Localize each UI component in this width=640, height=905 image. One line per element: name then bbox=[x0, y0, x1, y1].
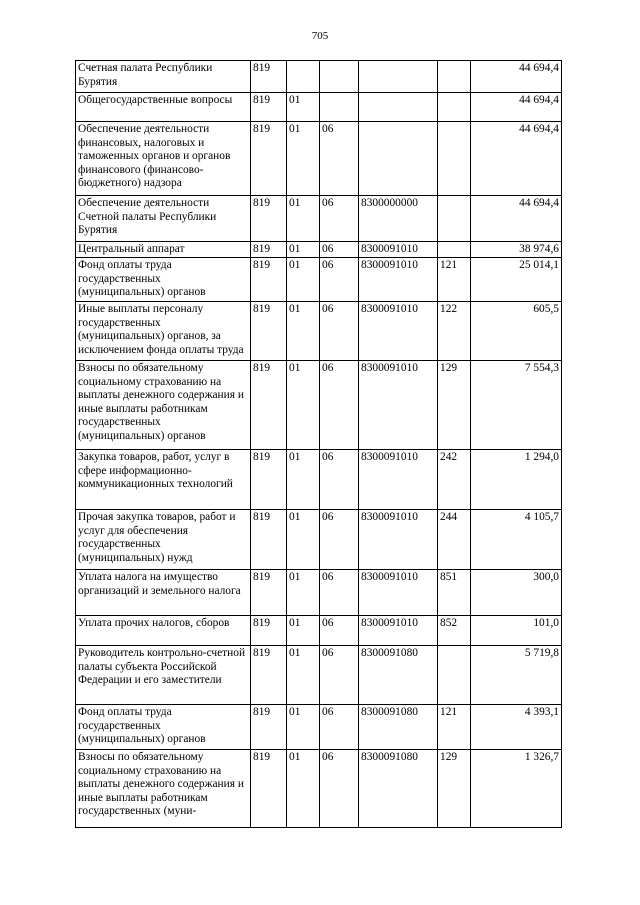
expense-type-code-cell bbox=[438, 242, 471, 258]
expense-type-code-cell: 242 bbox=[438, 450, 471, 510]
table-row bbox=[76, 61, 562, 93]
department-code-cell: 819 bbox=[251, 93, 287, 122]
amount-cell: 1 326,7 bbox=[471, 750, 562, 828]
table-body bbox=[76, 61, 562, 828]
amount-cell: 25 014,1 bbox=[471, 258, 562, 302]
page-number: 705 bbox=[311, 30, 329, 42]
department-code-cell: 819 bbox=[251, 361, 287, 450]
table-row bbox=[76, 302, 562, 361]
department-code-cell: 819 bbox=[251, 750, 287, 828]
section-code-cell: 01 bbox=[287, 93, 320, 122]
section-code-cell: 01 bbox=[287, 646, 320, 705]
expense-name-cell: Уплата налога на имущество организаций и земельного налога bbox=[76, 570, 251, 616]
target-article-code-cell bbox=[359, 122, 438, 196]
expense-type-code-cell: 852 bbox=[438, 616, 471, 646]
subsection-code-cell bbox=[320, 93, 359, 122]
expense-type-code-cell bbox=[438, 646, 471, 705]
section-code-cell: 01 bbox=[287, 361, 320, 450]
table-row bbox=[76, 93, 562, 122]
expense-name-cell: Взносы по обязательному социальному страхованию на выплаты денежного содержания и иные выплаты работникам государственных (муниципальных) органов bbox=[76, 361, 251, 450]
section-code-cell: 01 bbox=[287, 510, 320, 570]
subsection-code-cell: 06 bbox=[320, 705, 359, 750]
subsection-code-cell: 06 bbox=[320, 302, 359, 361]
section-code-cell: 01 bbox=[287, 122, 320, 196]
subsection-code-cell: 06 bbox=[320, 122, 359, 196]
subsection-code-cell: 06 bbox=[320, 646, 359, 705]
expense-name-cell: Общегосударственные вопросы bbox=[76, 93, 251, 122]
table-row bbox=[76, 242, 562, 258]
expense-type-code-cell: 129 bbox=[438, 750, 471, 828]
target-article-code-cell bbox=[359, 93, 438, 122]
target-article-code-cell: 8300091010 bbox=[359, 616, 438, 646]
amount-cell: 300,0 bbox=[471, 570, 562, 616]
expense-name-cell: Иные выплаты персоналу государственных (муниципальных) органов, за исключением фонда оплаты труда bbox=[76, 302, 251, 361]
table-row bbox=[76, 646, 562, 705]
table-row bbox=[76, 450, 562, 510]
department-code-cell: 819 bbox=[251, 242, 287, 258]
expense-name-cell: Закупка товаров, работ, услуг в сфере информационно-коммуникационных технологий bbox=[76, 450, 251, 510]
table-row bbox=[76, 570, 562, 616]
department-code-cell: 819 bbox=[251, 258, 287, 302]
table-row bbox=[76, 122, 562, 196]
section-code-cell: 01 bbox=[287, 450, 320, 510]
table-row bbox=[76, 750, 562, 828]
amount-cell: 605,5 bbox=[471, 302, 562, 361]
expense-type-code-cell bbox=[438, 61, 471, 93]
subsection-code-cell: 06 bbox=[320, 510, 359, 570]
table-row bbox=[76, 616, 562, 646]
subsection-code-cell: 06 bbox=[320, 570, 359, 616]
expense-name-cell: Обеспечение деятельности Счетной палаты Республики Бурятия bbox=[76, 196, 251, 242]
subsection-code-cell: 06 bbox=[320, 242, 359, 258]
expense-name-cell: Взносы по обязательному социальному страхованию на выплаты денежного содержания и иные выплаты работникам государственных (муни- bbox=[76, 750, 251, 828]
amount-cell: 44 694,4 bbox=[471, 61, 562, 93]
subsection-code-cell: 06 bbox=[320, 616, 359, 646]
target-article-code-cell: 8300091010 bbox=[359, 361, 438, 450]
expense-name-cell: Фонд оплаты труда государственных (муниципальных) органов bbox=[76, 705, 251, 750]
target-article-code-cell: 8300091010 bbox=[359, 450, 438, 510]
department-code-cell: 819 bbox=[251, 510, 287, 570]
expense-type-code-cell: 244 bbox=[438, 510, 471, 570]
target-article-code-cell: 8300091010 bbox=[359, 242, 438, 258]
amount-cell: 4 105,7 bbox=[471, 510, 562, 570]
department-code-cell: 819 bbox=[251, 302, 287, 361]
expense-name-cell: Обеспечение деятельности финансовых, налоговых и таможенных органов и органов финансового (финансово-бюджетного) надзора bbox=[76, 122, 251, 196]
target-article-code-cell: 8300091010 bbox=[359, 510, 438, 570]
expense-name-cell: Уплата прочих налогов, сборов bbox=[76, 616, 251, 646]
department-code-cell: 819 bbox=[251, 61, 287, 93]
amount-cell: 5 719,8 bbox=[471, 646, 562, 705]
table-row bbox=[76, 705, 562, 750]
amount-cell: 7 554,3 bbox=[471, 361, 562, 450]
expense-type-code-cell bbox=[438, 196, 471, 242]
expense-type-code-cell bbox=[438, 122, 471, 196]
department-code-cell: 819 bbox=[251, 570, 287, 616]
subsection-code-cell: 06 bbox=[320, 361, 359, 450]
department-code-cell: 819 bbox=[251, 122, 287, 196]
section-code-cell: 01 bbox=[287, 196, 320, 242]
target-article-code-cell bbox=[359, 61, 438, 93]
section-code-cell bbox=[287, 61, 320, 93]
section-code-cell: 01 bbox=[287, 242, 320, 258]
table-row bbox=[76, 361, 562, 450]
target-article-code-cell: 8300091080 bbox=[359, 750, 438, 828]
target-article-code-cell: 8300091010 bbox=[359, 570, 438, 616]
budget-table bbox=[75, 60, 562, 828]
table-row bbox=[76, 258, 562, 302]
expense-type-code-cell: 121 bbox=[438, 258, 471, 302]
department-code-cell: 819 bbox=[251, 196, 287, 242]
target-article-code-cell: 8300091080 bbox=[359, 705, 438, 750]
subsection-code-cell: 06 bbox=[320, 750, 359, 828]
subsection-code-cell: 06 bbox=[320, 258, 359, 302]
table-row bbox=[76, 510, 562, 570]
section-code-cell: 01 bbox=[287, 570, 320, 616]
department-code-cell: 819 bbox=[251, 616, 287, 646]
expense-type-code-cell: 129 bbox=[438, 361, 471, 450]
expense-name-cell: Центральный аппарат bbox=[76, 242, 251, 258]
department-code-cell: 819 bbox=[251, 646, 287, 705]
amount-cell: 101,0 bbox=[471, 616, 562, 646]
department-code-cell: 819 bbox=[251, 705, 287, 750]
amount-cell: 44 694,4 bbox=[471, 122, 562, 196]
expense-name-cell: Счетная палата Республики Бурятия bbox=[76, 61, 251, 93]
expense-type-code-cell: 851 bbox=[438, 570, 471, 616]
subsection-code-cell bbox=[320, 61, 359, 93]
expense-name-cell: Фонд оплаты труда государственных (муниципальных) органов bbox=[76, 258, 251, 302]
subsection-code-cell: 06 bbox=[320, 196, 359, 242]
expense-type-code-cell bbox=[438, 93, 471, 122]
amount-cell: 44 694,4 bbox=[471, 196, 562, 242]
section-code-cell: 01 bbox=[287, 750, 320, 828]
expense-name-cell: Прочая закупка товаров, работ и услуг для обеспечения государственных (муниципальных) нужд bbox=[76, 510, 251, 570]
table-row bbox=[76, 196, 562, 242]
amount-cell: 38 974,6 bbox=[471, 242, 562, 258]
target-article-code-cell: 8300091080 bbox=[359, 646, 438, 705]
section-code-cell: 01 bbox=[287, 258, 320, 302]
amount-cell: 44 694,4 bbox=[471, 93, 562, 122]
target-article-code-cell: 8300000000 bbox=[359, 196, 438, 242]
target-article-code-cell: 8300091010 bbox=[359, 302, 438, 361]
expense-name-cell: Руководитель контрольно-счетной палаты субъекта Российской Федерации и его заместители bbox=[76, 646, 251, 705]
expense-type-code-cell: 122 bbox=[438, 302, 471, 361]
expense-type-code-cell: 121 bbox=[438, 705, 471, 750]
amount-cell: 4 393,1 bbox=[471, 705, 562, 750]
section-code-cell: 01 bbox=[287, 705, 320, 750]
target-article-code-cell: 8300091010 bbox=[359, 258, 438, 302]
amount-cell: 1 294,0 bbox=[471, 450, 562, 510]
section-code-cell: 01 bbox=[287, 302, 320, 361]
department-code-cell: 819 bbox=[251, 450, 287, 510]
section-code-cell: 01 bbox=[287, 616, 320, 646]
subsection-code-cell: 06 bbox=[320, 450, 359, 510]
